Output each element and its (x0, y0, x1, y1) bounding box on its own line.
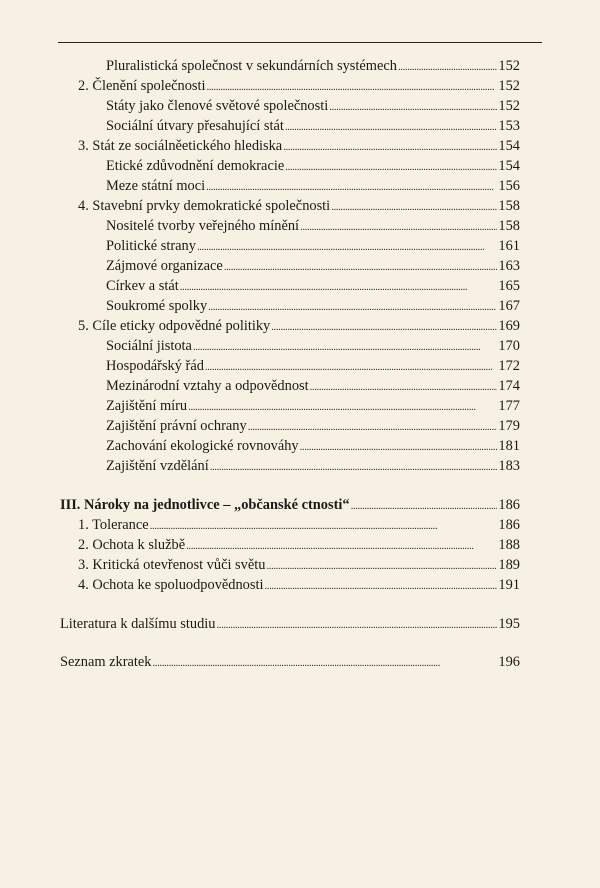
toc-entry-page: 170 (498, 338, 520, 354)
toc-entry-page: 156 (498, 178, 520, 194)
toc-entry (60, 575, 520, 595)
toc-entry (60, 236, 520, 256)
leader-dots (285, 116, 498, 137)
toc-entry-page: 165 (498, 278, 520, 294)
toc-entry-title: Zachování ekologické rovnováhy (106, 438, 299, 454)
toc-entry-page: 186 (498, 497, 520, 513)
toc-entry (60, 356, 520, 376)
toc-entry (60, 416, 520, 436)
toc-entry (60, 555, 520, 575)
toc-entry (60, 296, 520, 316)
toc-entry-title: Soukromé spolky (106, 298, 208, 314)
toc-entry-title: III. Nároky na jednotlivce – „občanské ctnosti“ (60, 497, 350, 513)
toc-entry-page: 174 (498, 378, 520, 394)
toc-entry-title: 4. Ochota ke spoluodpovědnosti (78, 577, 264, 593)
toc-entry-page: 158 (498, 198, 520, 214)
toc-entry-title: Seznam zkratek (60, 654, 152, 670)
leader-dots (248, 416, 498, 437)
leader-dots (210, 456, 498, 477)
toc-entry-title: 2. Členění společnosti (78, 78, 206, 94)
toc-entry-page: 195 (498, 616, 520, 632)
toc-entry-page: 158 (498, 218, 520, 234)
toc-entry-title: Hospodářský řád (106, 358, 204, 374)
toc-entry (60, 156, 520, 176)
leader-dots (271, 316, 497, 337)
toc-entry (60, 116, 520, 136)
toc-entry-title: Politické strany (106, 238, 196, 254)
toc-entry (60, 256, 520, 276)
toc-entry (60, 56, 520, 76)
toc-entry-title: Meze státní moci (106, 178, 206, 194)
top-rule (58, 42, 542, 43)
toc-entry (60, 196, 520, 216)
toc-entry-page: 152 (498, 78, 520, 94)
toc-entry-title: Zajištění právní ochrany (106, 418, 247, 434)
toc-entry-page: 167 (498, 298, 520, 314)
leader-dots (197, 236, 497, 257)
toc-entry-title: Mezinárodní vztahy a odpovědnost (106, 378, 309, 394)
toc-entry-title: Literatura k dalšímu studiu (60, 616, 216, 632)
toc-entry (60, 336, 520, 356)
leader-dots (186, 535, 497, 556)
leader-dots (153, 652, 498, 673)
toc-entry (60, 316, 520, 336)
toc-entry (60, 515, 520, 535)
toc-entry-title: Zajištění míru (106, 398, 188, 414)
leader-dots (310, 376, 498, 397)
toc-entry-page: 172 (498, 358, 520, 374)
toc-entry (60, 396, 520, 416)
toc-entry-page: 152 (498, 98, 520, 114)
leader-dots (206, 176, 497, 197)
leader-dots (264, 575, 497, 596)
toc-entry-title: Zajištění vzdělání (106, 458, 209, 474)
leader-dots (188, 396, 497, 417)
toc-entry-page: 191 (498, 577, 520, 593)
leader-dots (224, 256, 498, 277)
toc-entry-title: Státy jako členové světové společnosti (106, 98, 329, 114)
toc-entry-title: 5. Cíle eticky odpovědné politiky (78, 318, 271, 334)
toc-entry (60, 614, 520, 634)
toc-entry-page: 186 (498, 517, 520, 533)
toc-entry (60, 96, 520, 116)
toc-entry-title: Pluralistická společnost v sekundárních systémech (106, 58, 397, 74)
section-spacer (60, 595, 520, 614)
section-spacer (60, 476, 520, 495)
leader-dots (180, 276, 498, 297)
toc-entry-page: 152 (498, 58, 520, 74)
leader-dots (331, 196, 497, 217)
leader-dots (266, 555, 497, 576)
toc-entry (60, 276, 520, 296)
toc-entry (60, 176, 520, 196)
toc-entry-title: Sociální útvary přesahující stát (106, 118, 284, 134)
toc-entry-title: 4. Stavební prvky demokratické společnosti (78, 198, 331, 214)
toc-entry-title: 3. Kritická otevřenost vůči světu (78, 557, 266, 573)
toc-entry-page: 196 (498, 654, 520, 670)
toc-entry-title: Nositelé tvorby veřejného mínění (106, 218, 300, 234)
leader-dots (329, 96, 497, 117)
toc-entry-page: 154 (498, 138, 520, 154)
toc-entry-page: 154 (498, 158, 520, 174)
toc-entry (60, 535, 520, 555)
toc-entry-page: 189 (498, 557, 520, 573)
leader-dots (193, 336, 497, 357)
toc-entry (60, 436, 520, 456)
table-of-contents (60, 56, 520, 672)
toc-entry (60, 76, 520, 96)
section-spacer (60, 634, 520, 652)
toc-entry-page: 169 (498, 318, 520, 334)
toc-entry-page: 163 (498, 258, 520, 274)
leader-dots (283, 136, 497, 157)
toc-section-heading (60, 495, 520, 515)
toc-entry-title: Etické zdůvodnění demokracie (106, 158, 285, 174)
leader-dots (208, 296, 497, 317)
leader-dots (300, 216, 497, 237)
toc-entry (60, 216, 520, 236)
toc-entry (60, 456, 520, 476)
leader-dots (285, 156, 497, 177)
toc-entry-page: 183 (498, 458, 520, 474)
toc-entry-page: 153 (498, 118, 520, 134)
leader-dots (216, 614, 497, 635)
toc-entry (60, 652, 520, 672)
toc-entry (60, 376, 520, 396)
leader-dots (398, 56, 497, 77)
toc-entry-page: 188 (498, 537, 520, 553)
toc-entry-page: 161 (498, 238, 520, 254)
toc-entry-title: 2. Ochota k službě (78, 537, 186, 553)
toc-entry-title: Sociální jistota (106, 338, 192, 354)
toc-entry (60, 136, 520, 156)
leader-dots (207, 76, 498, 97)
leader-dots (351, 495, 498, 516)
toc-entry-page: 179 (498, 418, 520, 434)
toc-entry-title: Církev a stát (106, 278, 179, 294)
leader-dots (205, 356, 497, 377)
leader-dots (150, 515, 498, 536)
toc-entry-title: 3. Stát ze sociálněetického hlediska (78, 138, 283, 154)
toc-entry-page: 181 (498, 438, 520, 454)
toc-entry-page: 177 (498, 398, 520, 414)
leader-dots (300, 436, 498, 457)
toc-entry-title: 1. Tolerance (78, 517, 149, 533)
toc-entry-title: Zájmové organizace (106, 258, 223, 274)
